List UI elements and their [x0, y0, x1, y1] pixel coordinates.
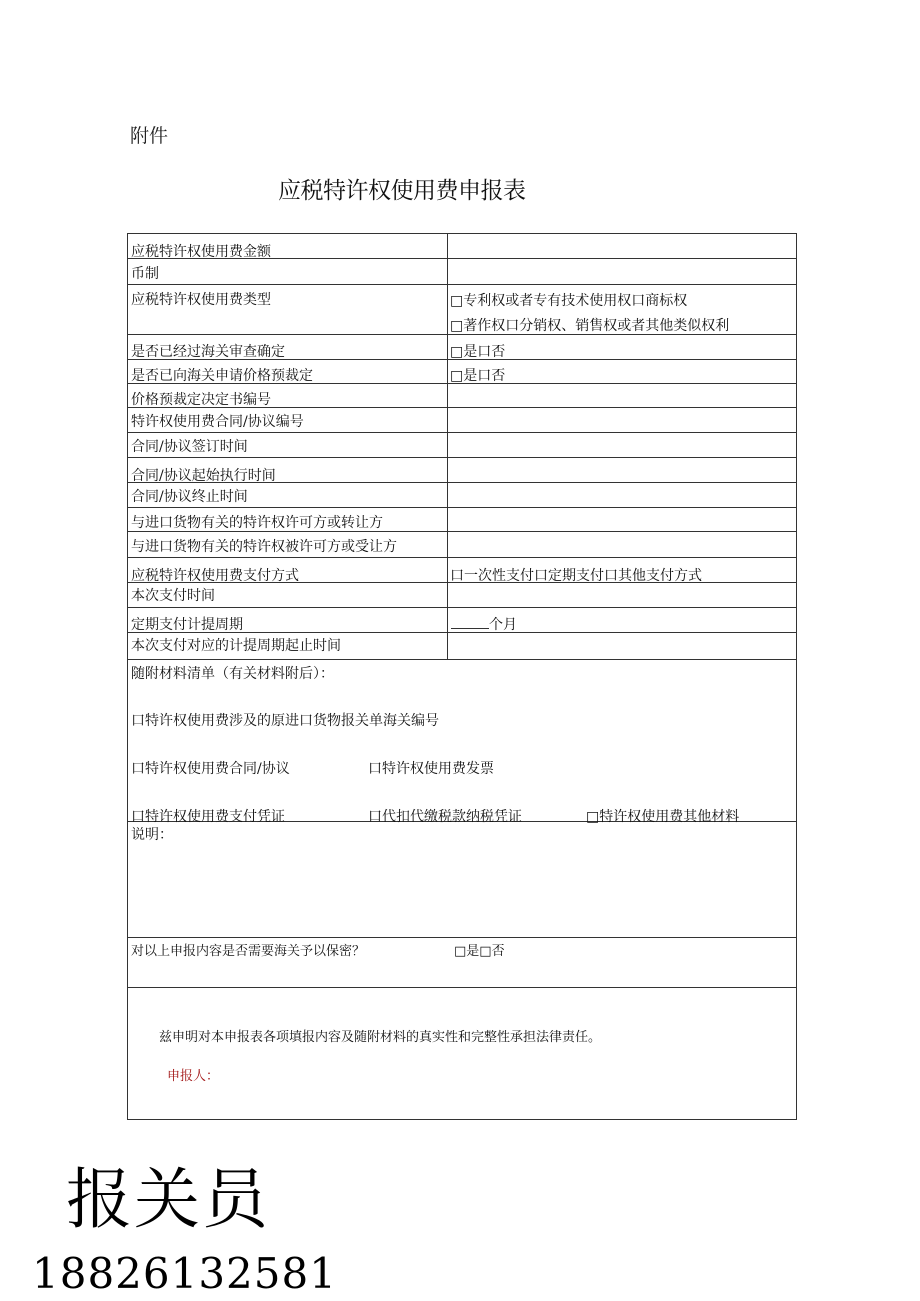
row-contract-number — [128, 408, 796, 433]
materials-heading: 随附材料清单（有关材料附后）： — [131, 666, 334, 682]
row-customs-confirmed — [128, 335, 796, 360]
contract-number-label: 特许权使用费合同/协议编号 — [131, 414, 304, 430]
row-periodic-cycle — [128, 608, 796, 633]
material-contract[interactable]: 口特许权使用费合同/协议 — [131, 761, 290, 777]
periodic-cycle-field[interactable] — [451, 614, 517, 634]
customs-confirmed-options[interactable]: □是口否 — [450, 344, 506, 360]
row-licensee — [128, 532, 796, 558]
payment-method-options[interactable]: 口一次性支付口定期支付口其他支付方式 — [450, 568, 702, 584]
declarant-label: 申报人： — [167, 1069, 220, 1084]
sign-date-label: 合同/协议签订时间 — [131, 439, 248, 455]
row-period-range — [128, 633, 796, 660]
start-date-label: 合同/协议起始执行时间 — [131, 468, 276, 484]
months-unit: 个月 — [489, 617, 517, 633]
overlay-title: 报关员 — [66, 1161, 270, 1238]
materials-section — [128, 660, 796, 825]
declaration-section — [128, 988, 796, 1119]
overlay-phone: 18826132581 — [32, 1249, 337, 1298]
confidential-options[interactable]: □是□否 — [454, 944, 505, 959]
licensee-label: 与进口货物有关的特许权被许可方或受让方 — [131, 539, 397, 555]
payment-method-label: 应税特许权使用费支付方式 — [131, 568, 299, 584]
customs-confirmed-label: 是否已经过海关审查确定 — [131, 344, 285, 360]
end-date-label: 合同/协议终止时间 — [131, 489, 248, 505]
currency-label: 币制 — [131, 266, 159, 282]
confidential-section — [128, 938, 796, 988]
material-other[interactable]: □特许权使用费其他材料 — [586, 809, 740, 825]
material-import-declaration[interactable]: 口特许权使用费涉及的原进口货物报关单海关编号 — [131, 713, 439, 729]
row-sign-date — [128, 433, 796, 458]
payment-time-label: 本次支付时间 — [131, 588, 215, 604]
months-blank[interactable] — [451, 616, 489, 629]
notes-section — [128, 822, 796, 938]
fee-type-options-line1[interactable]: □专利权或者专有技术使用权口商标权 — [450, 293, 688, 309]
confidential-question: 对以上申报内容是否需要海关予以保密？ — [131, 944, 366, 959]
advance-ruling-options[interactable]: □是口否 — [450, 368, 506, 384]
attachment-label: 附件 — [130, 125, 169, 147]
licensor-label: 与进口货物有关的特许权许可方或转让方 — [131, 515, 383, 531]
declaration-form — [127, 233, 797, 1120]
material-tax-voucher[interactable]: 口代扣代缴税款纳税凭证 — [368, 809, 522, 825]
ruling-number-label: 价格预裁定决定书编号 — [131, 392, 271, 408]
row-start-date — [128, 458, 796, 483]
row-fee-type — [128, 285, 796, 335]
material-invoice[interactable]: 口特许权使用费发票 — [368, 761, 494, 777]
row-ruling-number — [128, 384, 796, 408]
amount-label: 应税特许权使用费金额 — [131, 244, 271, 260]
advance-ruling-label: 是否已向海关申请价格预裁定 — [131, 368, 313, 384]
fee-type-options-line2[interactable]: □著作权口分销权、销售权或者其他类似权利 — [450, 318, 730, 334]
row-amount — [128, 234, 796, 259]
row-payment-time — [128, 583, 796, 608]
fee-type-label: 应税特许权使用费类型 — [131, 292, 271, 308]
periodic-cycle-label: 定期支付计提周期 — [131, 617, 243, 633]
material-payment-voucher[interactable]: 口特许权使用费支付凭证 — [131, 809, 285, 825]
declaration-statement: 兹申明对本申报表各项填报内容及随附材料的真实性和完整性承担法律责任。 — [159, 1030, 602, 1045]
row-advance-ruling — [128, 360, 796, 384]
row-end-date — [128, 483, 796, 508]
row-payment-method — [128, 558, 796, 583]
row-currency — [128, 259, 796, 285]
notes-label: 说明： — [131, 827, 173, 843]
form-title: 应税特许权使用费申报表 — [278, 178, 526, 204]
period-range-label: 本次支付对应的计提周期起止时间 — [131, 638, 341, 654]
row-licensor — [128, 508, 796, 532]
